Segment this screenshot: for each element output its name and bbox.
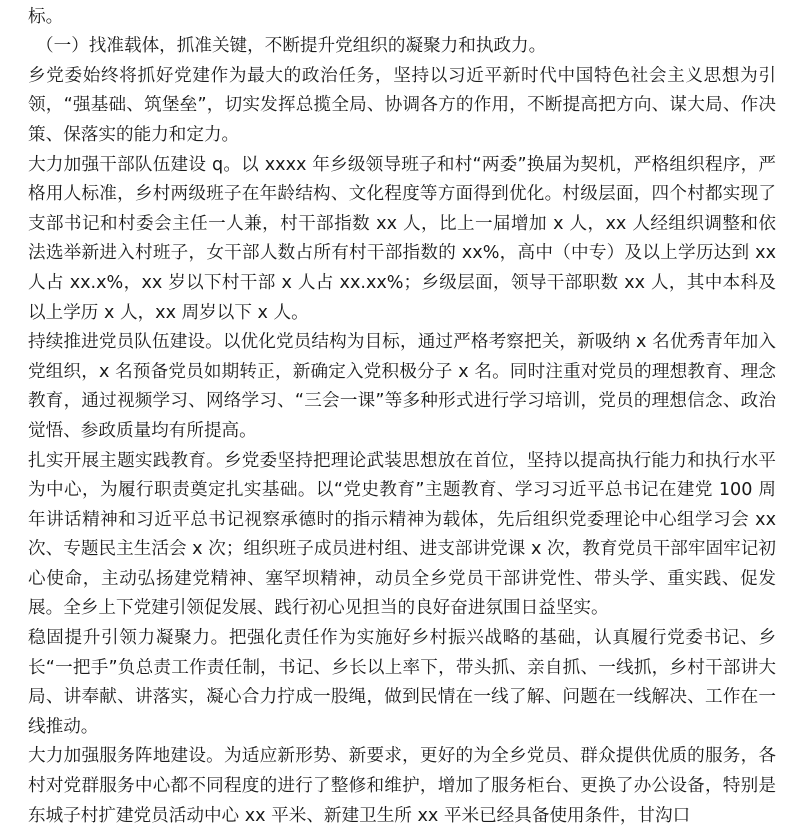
paragraph-cadre-team: 大力加强干部队伍建设 q。以 xxxx 年乡级领导班子和村“两委”换届为契机，严格组织程序，严格用人标准，乡村两级班子在年龄结构、文化程度等方面得到优化。村级层面，四个村都实现了支部书记和村委会主任一人兼，村干部指数 xx 人，比上一届增加 x 人，xx 人经组织调整和依法选举新进入村班子，女干部人数占所有村干部指数的 xx%，高中（中专）及以上学历达到 xx 人占 xx.x%，xx 岁以下村干部 x 人占 xx.xx%；乡级层面，领导干部职数 xx 人，其中本科及以上学历 x 人，xx 周岁以下 x 人。 (28, 154, 776, 323)
paragraph-service-venues: 大力加强服务阵地建设。为适应新形势、新要求，更好的为全乡党员、群众提供优质的服务，各村对党群服务中心都不同程度的进行了整修和维护，增加了服务柜台、更换了办公设备，特别是东城子村扩建党员活动中心 xx 平米、新建卫生所 xx 平米已经具备使用条件，甘沟口 (28, 746, 776, 826)
paragraph-party-members: 持续推进党员队伍建设。以优化党员结构为目标，通过严格考察把关，新吸纳 x 名优秀青年加入党组织，x 名预备党员如期转正，新确定入党积极分子 x 名。同时注重对党员的理想教育、理念教育，通过视频学习、网络学习、“三会一课”等多种形式进行学习培训，党员的理想信念、政治觉悟、参政质量均有所提高。 (28, 332, 776, 441)
paragraph-leadership-cohesion: 稳固提升引领力凝聚力。把强化责任作为实施好乡村振兴战略的基础，认真履行党委书记、乡长“一把手”负总责工作责任制，书记、乡长以上率下，带头抓、亲自抓、一线抓，乡村干部讲大局、讲奉献、讲落实，凝心合力拧成一股绳，做到民情在一线了解、问题在一线解决、工作在一线推动。 (28, 628, 776, 737)
paragraph-theme-education: 扎实开展主题实践教育。乡党委坚持把理论武装思想放在首位，坚持以提高执行能力和执行水平为中心，为履行职责奠定扎实基础。以“党史教育”主题教育、学习习近平总书记在建党 100 周年讲话精神和习近平总书记视察承德时的指示精神为载体，先后组织党委理论中心组学习会 xx 次、专题民主生活会 x 次；组织班子成员进村组、进支部讲党课 x 次，教育党员干部牢固牢记初心使命，主动弘扬建党精神、塞罕坝精神，动员全乡党员干部讲党性、带头学、重实践、促发展。全乡上下党建引领促发展、践行初心见担当的良好奋进氛围日益坚实。 (28, 450, 776, 619)
lead-paragraph: 标。 (28, 6, 64, 27)
paragraph-party-building: 乡党委始终将抓好党建作为最大的政治任务，坚持以习近平新时代中国特色社会主义思想为引领，“强基础、筑堡垒”，切实发挥总揽全局、协调各方的作用，不断提高把方向、谋大局、作决策、保落实的能力和定力。 (28, 65, 776, 145)
section-heading: （一）找准载体，抓准关键，不断提升党组织的凝聚力和执政力。 (36, 36, 547, 57)
